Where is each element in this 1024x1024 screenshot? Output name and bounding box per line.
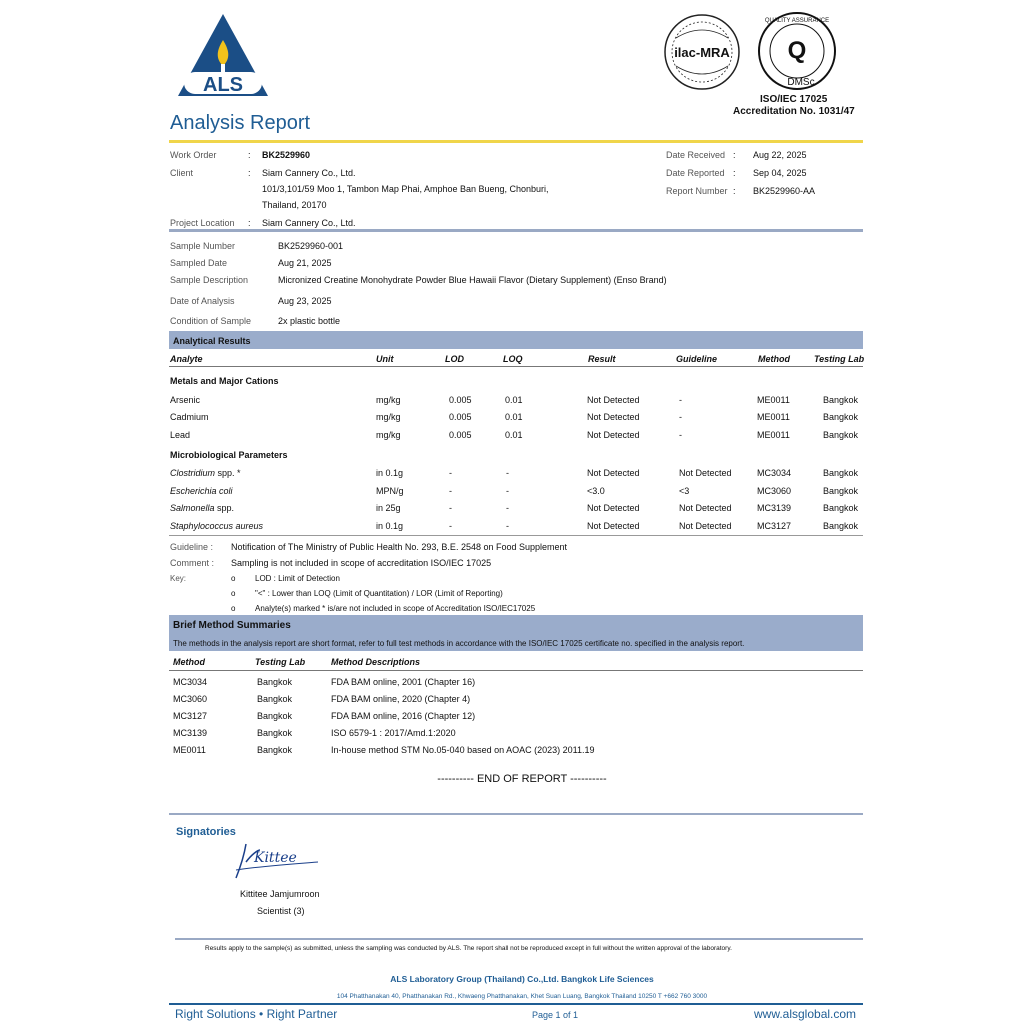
group-microbiological: Microbiological Parameters: [170, 450, 288, 460]
date-received-value: Aug 22, 2025: [753, 150, 807, 160]
ilac-mra-seal: [662, 12, 742, 92]
group-metals: Metals and Major Cations: [170, 376, 279, 386]
date-of-analysis-label: Date of Analysis: [170, 296, 235, 306]
client-label: Client: [170, 168, 194, 178]
key-item: LOD : Limit of Detection: [255, 574, 340, 583]
sample-description-value: Micronized Creatine Monohydrate Powder Blue Hawaii Flavor (Dietary Supplement) (Enso Brand): [278, 275, 667, 285]
methods-header-rule: [169, 670, 863, 671]
signature: [232, 836, 322, 882]
als-logo: [176, 12, 270, 100]
svg-text:ilac-MRA: ilac-MRA: [674, 45, 730, 60]
col-lod: LOD: [445, 354, 464, 364]
col-loq: LOQ: [503, 354, 523, 364]
footer-divider: [175, 938, 863, 940]
guideline-label: Guideline :: [170, 542, 214, 552]
key-label: Key:: [170, 574, 187, 583]
footer-company: ALS Laboratory Group (Thailand) Co.,Ltd. Bangkok Life Sciences: [390, 974, 654, 984]
signatories-divider: [169, 813, 863, 815]
footer-disclaimer: Results apply to the sample(s) as submitted, unless the sampling was conducted by ALS. The report shall not be reproduced except in full without the written approval of the laboratory.: [205, 945, 732, 952]
col-method-code: Method: [173, 657, 205, 667]
results-bottom-rule: [169, 535, 863, 536]
dmsc-quality-seal: [756, 10, 838, 92]
sample-number-label: Sample Number: [170, 241, 236, 251]
report-number-value: BK2529960-AA: [753, 186, 816, 196]
key-item: Analyte(s) marked * is/are not included in scope of Accreditation ISO/IEC17025: [255, 604, 536, 613]
svg-text:Q: Q: [787, 37, 807, 64]
col-analyte: Analyte: [170, 354, 203, 364]
svg-text:QUALITY ASSURANCE: QUALITY ASSURANCE: [764, 18, 830, 24]
signatory-role: Scientist (3): [257, 906, 305, 916]
work-order-label: Work Order: [170, 150, 217, 160]
header-divider: [169, 229, 863, 232]
end-of-report: ---------- END OF REPORT ----------: [437, 773, 607, 785]
analytical-results-title: Analytical Results: [173, 336, 251, 346]
method-summaries-intro: The methods in the analysis report are short format, refer to full test methods in accordance with the ISO/IEC 17025 certificate no. specified in the analysis report.: [173, 639, 745, 648]
guideline-value: Notification of The Ministry of Public Health No. 293, B.E. 2548 on Food Supplement: [231, 542, 568, 552]
date-of-analysis-value: Aug 23, 2025: [278, 296, 332, 306]
footer-address: 104 Phatthanakan 40, Phatthanakan Rd., Khwaeng Phatthanakan, Khet Suan Luang, Bangkok Thailand 10250 T +662 760 3000: [336, 993, 708, 1000]
col-guideline: Guideline: [676, 354, 718, 364]
report-number-label: Report Number: [666, 186, 728, 196]
date-reported-label: Date Reported: [666, 168, 725, 178]
footer-bottom-rule: [169, 1003, 863, 1005]
sampled-date-value: Aug 21, 2025: [278, 258, 332, 268]
client-value: Siam Cannery Co., Ltd.: [262, 168, 356, 178]
svg-text:Kittee: Kittee: [254, 850, 297, 866]
signatories-title: Signatories: [176, 826, 236, 838]
results-header-rule: [169, 366, 863, 367]
signatory-name: Kittitee Jamjumroon: [240, 889, 320, 899]
website-link[interactable]: www.alsglobal.com: [754, 1007, 857, 1021]
col-method: Method: [758, 354, 790, 364]
project-location-label: Project Location: [170, 218, 235, 228]
comment-label: Comment :: [170, 558, 215, 568]
col-method-lab: Testing Lab: [255, 657, 306, 667]
accreditation-standard: ISO/IEC 17025: [760, 94, 828, 105]
project-location-value: Siam Cannery Co., Ltd.: [262, 218, 356, 228]
col-result: Result: [588, 354, 616, 364]
analytical-results-bar: [169, 331, 863, 349]
footer-slogan: Right Solutions • Right Partner: [175, 1007, 338, 1021]
client-address-line1: 101/3,101/59 Moo 1, Tambon Map Phai, Amphoe Ban Bueng, Chonburi,: [262, 184, 549, 194]
work-order-value: BK2529960: [262, 150, 311, 160]
als-logo-text: ALS: [203, 74, 243, 96]
col-method-desc: Method Descriptions: [331, 657, 421, 667]
svg-text:DMSc: DMSc: [787, 77, 815, 88]
condition-value: 2x plastic bottle: [278, 316, 341, 326]
method-summaries-title: Brief Method Summaries: [173, 620, 291, 631]
condition-label: Condition of Sample: [170, 316, 252, 326]
col-unit: Unit: [376, 354, 394, 364]
page-title: Analysis Report: [170, 112, 311, 134]
date-reported-value: Sep 04, 2025: [753, 168, 807, 178]
sampled-date-label: Sampled Date: [170, 258, 228, 268]
accreditation-number: Accreditation No. 1031/47: [733, 106, 855, 117]
date-received-label: Date Received: [666, 150, 726, 160]
page-number: Page 1 of 1: [532, 1010, 579, 1020]
key-item: "<" : Lower than LOQ (Limit of Quantitation) / LOR (Limit of Reporting): [255, 589, 503, 598]
comment-value: Sampling is not included in scope of accreditation ISO/IEC 17025: [231, 558, 492, 568]
title-underline: [169, 140, 863, 143]
sample-number-value: BK2529960-001: [278, 241, 344, 251]
col-testing-lab: Testing Lab: [814, 354, 865, 364]
client-address-line2: Thailand, 20170: [262, 200, 327, 210]
sample-description-label: Sample Description: [170, 275, 249, 285]
